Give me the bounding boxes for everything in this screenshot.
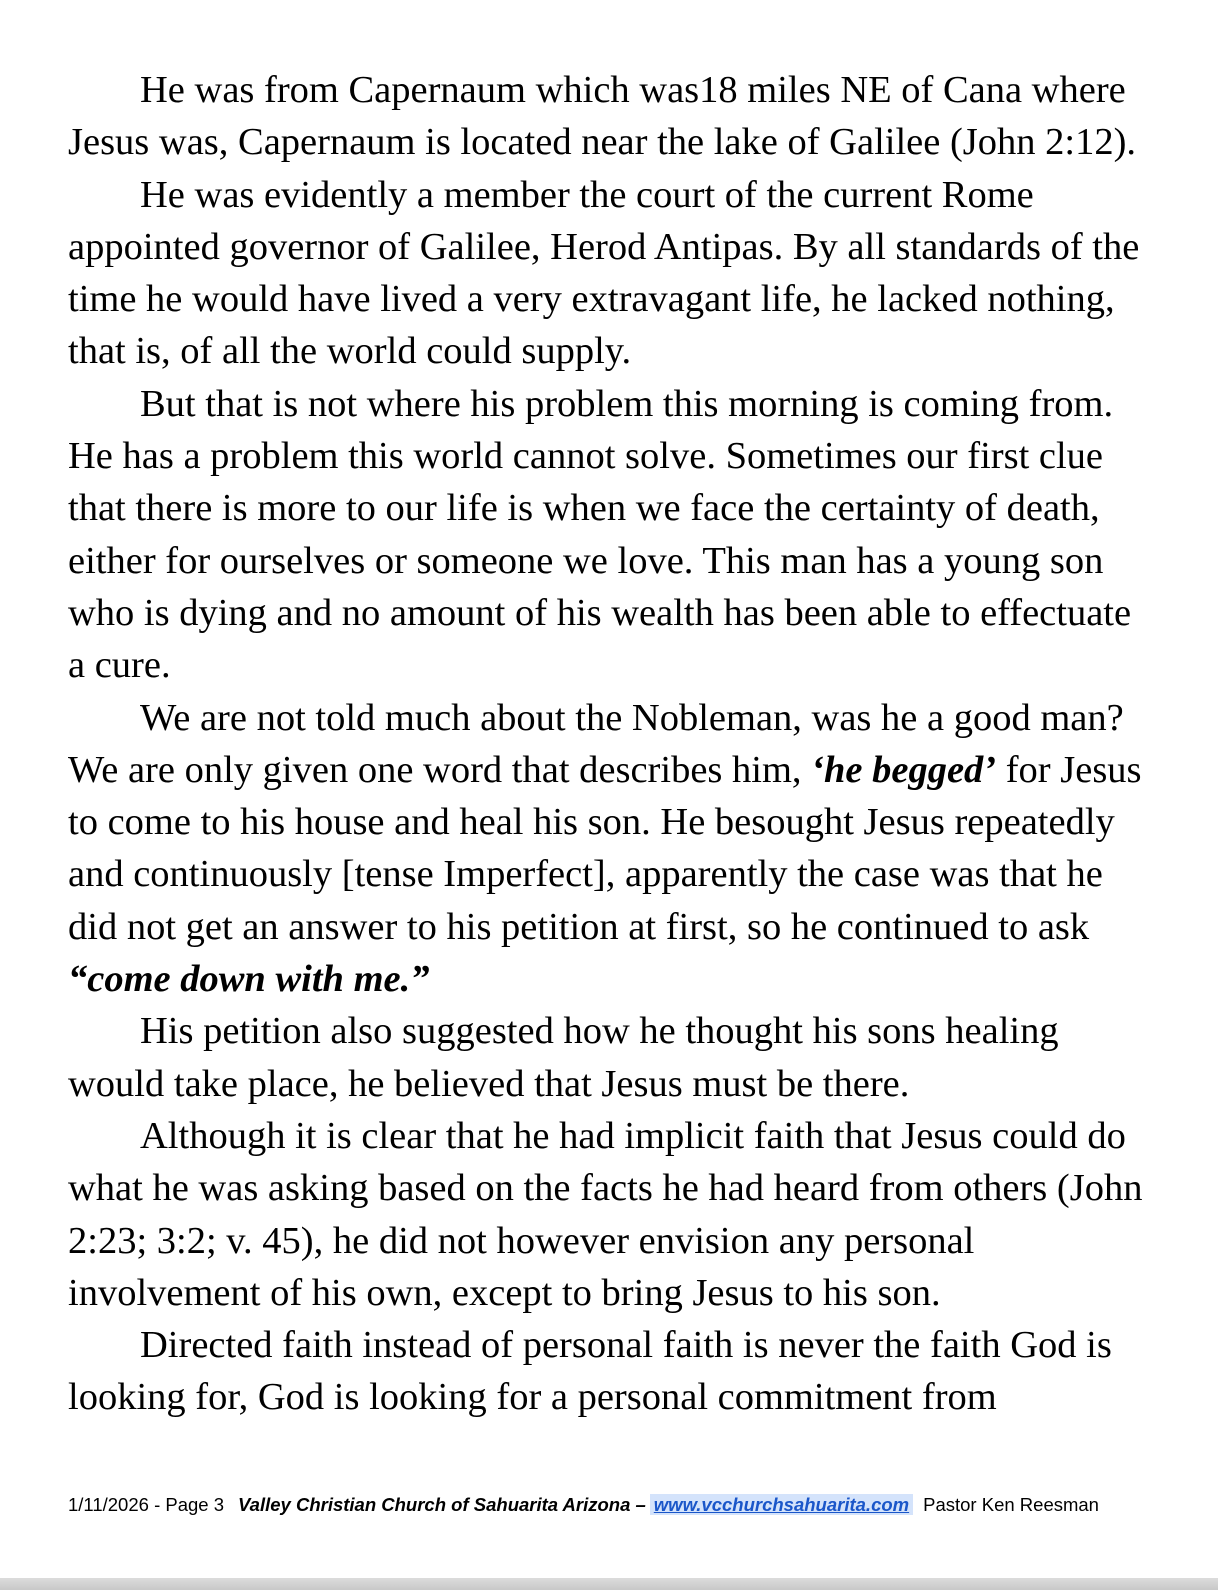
footer-church-name: Valley Christian Church of Sahuarita Arizona –	[238, 1494, 646, 1515]
paragraph-problem: But that is not where his problem this morning is coming from. He has a problem this world cannot solve. Sometimes our first clue that there is more to our life is when we face the certainty of death, either for ourselves or someone we love. This man has a young son who is dying and no amount of his wealth has been able to effectuate a cure.	[68, 382, 1132, 687]
sermon-body	[68, 64, 1148, 1424]
paragraph-nobleman-text-1: We are not told much about the Nobleman, was he a good man? We are only given one word that describes him,	[68, 696, 1124, 791]
quote-come-down: “come down with me.”	[68, 958, 430, 1001]
footer-date-page: 1/11/2026 - Page 3	[68, 1494, 225, 1515]
quote-he-begged: ‘he begged’	[811, 748, 997, 791]
paragraph-implicit-faith: Although it is clear that he had implicit faith that Jesus could do what he was asking based on the facts he had heard from others (John 2:23; 3:2; v. 45), he did not however envision any personal involvement of his own, except to bring Jesus to his son.	[68, 1114, 1143, 1314]
paragraph-capernaum: He was from Capernaum which was18 miles NE of Cana where Jesus was, Capernaum is located near the lake of Galilee (John 2:12).	[68, 69, 1137, 164]
footer-pastor: Pastor Ken Reesman	[923, 1494, 1099, 1515]
paragraph-directed-faith: Directed faith instead of personal faith is never the faith God is looking for, God is looking for a personal commitment from	[68, 1324, 1112, 1419]
paragraph-herod-court: He was evidently a member the court of the current Rome appointed governor of Galilee, Herod Antipas. By all standards of the time he would have lived a very extravagant life, he lacked nothing, that is, of all the world could supply.	[68, 173, 1140, 373]
page-footer	[68, 1492, 1178, 1518]
paragraph-nobleman	[68, 692, 1148, 1006]
page-bottom-edge	[0, 1578, 1218, 1590]
paragraph-petition: His petition also suggested how he thought his sons healing would take place, he believed that Jesus must be there.	[68, 1010, 1059, 1105]
footer-website-link[interactable]: www.vcchurchsahuarita.com	[650, 1494, 913, 1515]
paragraph-nobleman-text-2: for Jesus to come to his house and heal his son. He besought Jesus repeatedly and continuously [tense Imperfect], apparently the case was that he did not get an answer to his petition at first, so he continued to ask	[68, 748, 1142, 948]
